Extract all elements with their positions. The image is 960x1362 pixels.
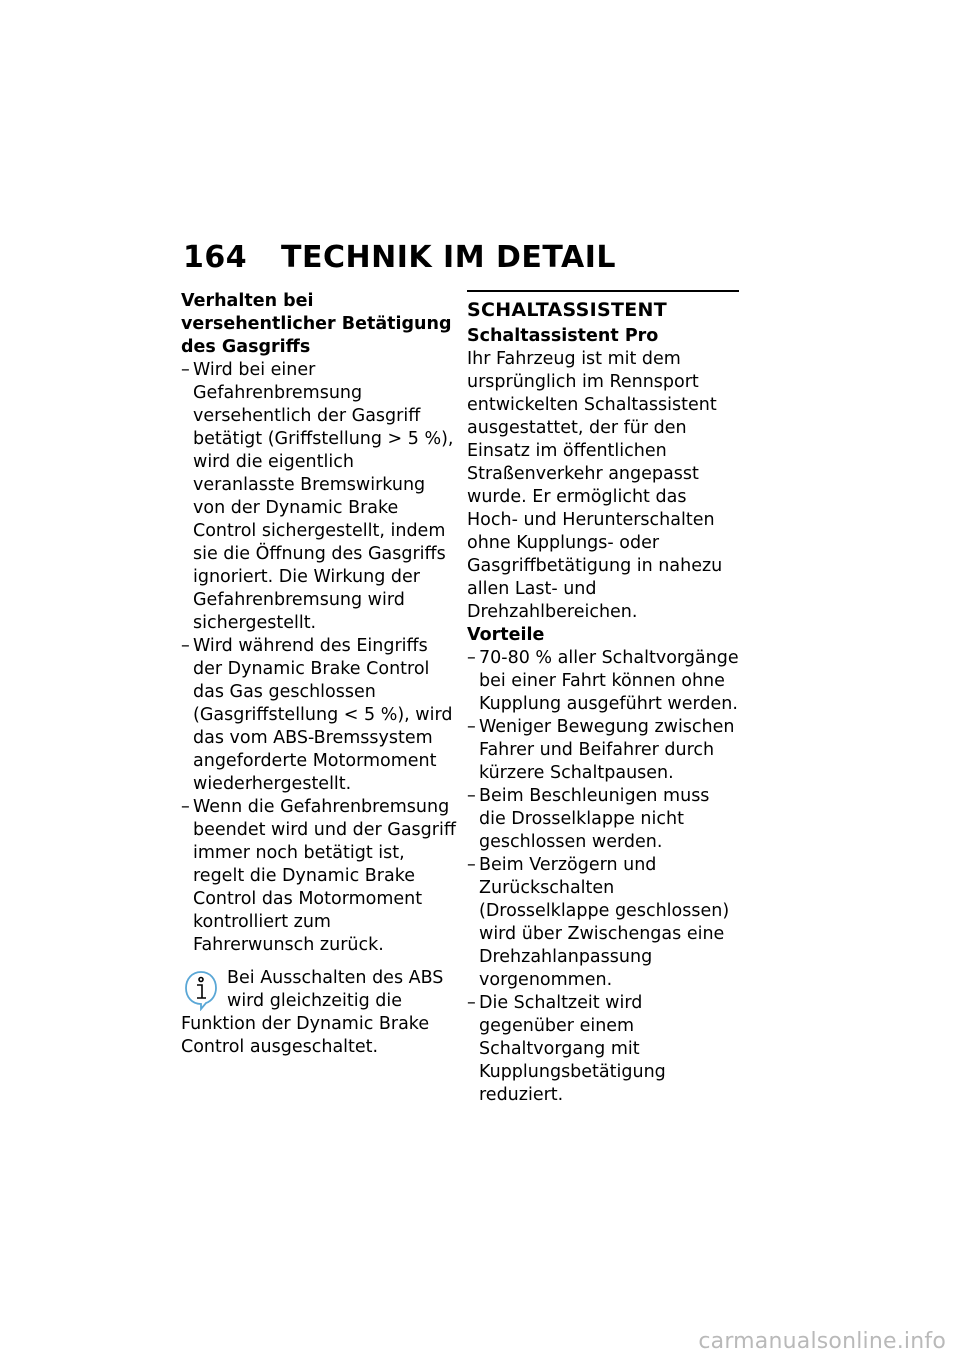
list-item: – Beim Beschleunigen muss die Drosselklappe nicht geschlossen werden. xyxy=(467,785,739,854)
throttle-behavior-list xyxy=(181,359,456,957)
subheading-throttle: Verhalten bei versehentlicher Betätigung des Gasgriffs xyxy=(181,291,452,357)
list-item: – Wenn die Gefahrenbremsung beendet wird und der Gasgriff immer noch betätigt ist, regelt die Dynamic Brake Control das Motormoment kontrolliert zum Fahrerwunsch zurück. xyxy=(181,796,456,957)
info-icon xyxy=(183,969,219,1011)
list-item: – Wird bei einer Gefahrenbremsung versehentlich der Gasgriff betätigt (Griffstellung > 5 %), wird die eigentlich veranlasste Bremswirkung von der Dynamic Brake Control sichergestellt, indem sie die Öffnung des Gasgriffs ignoriert. Die Wirkung der Gefahrenbremsung wird sichergestellt. xyxy=(181,359,456,635)
section-title: SCHALTASSISTENT xyxy=(467,290,739,322)
info-note-text: Bei Ausschalten des ABS wird gleichzeitig die Funktion der Dynamic Brake Control ausgeschaltet. xyxy=(181,968,444,1057)
list-item: – Weniger Bewegung zwischen Fahrer und Beifahrer durch kürzere Schaltpausen. xyxy=(467,716,739,785)
subheading-shift-assistant: Schaltassistent Pro xyxy=(467,326,659,346)
intro-paragraph: Ihr Fahrzeug ist mit dem ursprünglich im Rennsport entwickelten Schaltassistent ausgestattet, der für den Einsatz im öffentlichen Straßenverkehr angepasst wurde. Er ermöglicht das Hoch- und Herunterschalten ohne Kupplungs- oder Gasgriffbetätigung in nahezu allen Last- und Drehzahlbereichen. xyxy=(467,349,723,622)
page-header xyxy=(183,240,616,275)
advantages-heading: Vorteile xyxy=(467,625,545,645)
info-note xyxy=(181,967,456,1059)
list-item: – Die Schaltzeit wird gegenüber einem Schaltvorgang mit Kupplungsbetätigung reduziert. xyxy=(467,992,739,1107)
watermark[interactable]: carmanualsonline.info xyxy=(698,1329,946,1354)
page-number: 164 xyxy=(183,240,248,275)
left-column xyxy=(181,290,456,1059)
right-column xyxy=(467,290,739,1107)
page-title: TECHNIK IM DETAIL xyxy=(281,240,617,275)
list-item: – 70-80 % aller Schaltvorgänge bei einer Fahrt können ohne Kupplung ausgeführt werden. xyxy=(467,647,739,716)
list-item: – Beim Verzögern und Zurückschalten (Drosselklappe geschlossen) wird über Zwischengas eine Drehzahlanpassung vorgenommen. xyxy=(467,854,739,992)
advantages-list xyxy=(467,647,739,1107)
list-item: – Wird während des Eingriffs der Dynamic Brake Control das Gas geschlossen (Gasgriffstellung < 5 %), wird das vom ABS-Bremssystem angeforderte Motormoment wiederhergestellt. xyxy=(181,635,456,796)
